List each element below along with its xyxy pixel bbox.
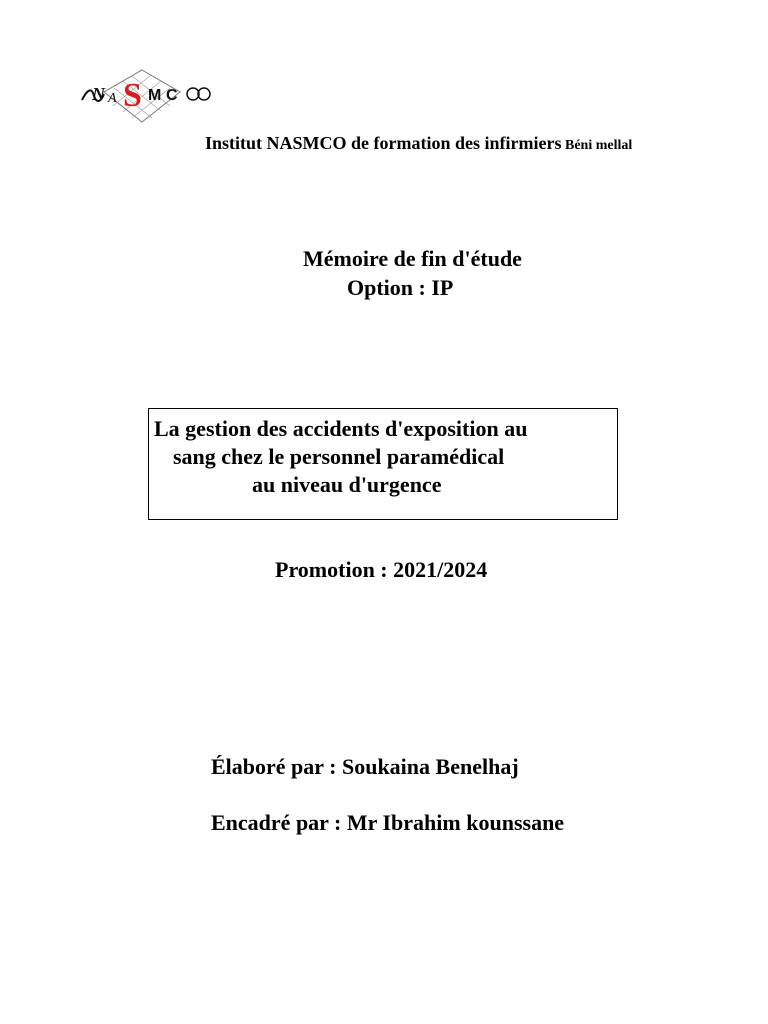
svg-text:A: A — [108, 91, 117, 106]
institute-main: Institut NASMCO de formation des infirmier — [205, 133, 555, 153]
subject-line-1: La gestion des accidents d'exposition au — [154, 416, 528, 441]
institute-s: s — [554, 133, 562, 153]
institute-city: Béni mellal — [561, 138, 633, 153]
svg-text:C: C — [166, 87, 178, 104]
supervisor-line: Encadré par : Mr Ibrahim kounssane — [211, 810, 565, 835]
institute-name — [205, 133, 632, 154]
subject-box — [148, 408, 618, 520]
nasmco-logo-icon — [80, 68, 212, 126]
promotion-label: Promotion : 2021/2024 — [275, 557, 488, 582]
svg-text:M: M — [148, 87, 162, 104]
author-line: Élaboré par : Soukaina Benelhaj — [211, 754, 519, 779]
subject-line-3: au niveau d'urgence — [252, 472, 442, 497]
svg-text:N: N — [92, 84, 105, 104]
memoire-title: Mémoire de fin d'étude — [303, 246, 522, 271]
option-label: Option : IP — [347, 275, 454, 300]
svg-text:S: S — [123, 77, 142, 114]
subject-line-2: sang chez le personnel paramédical — [173, 444, 505, 469]
